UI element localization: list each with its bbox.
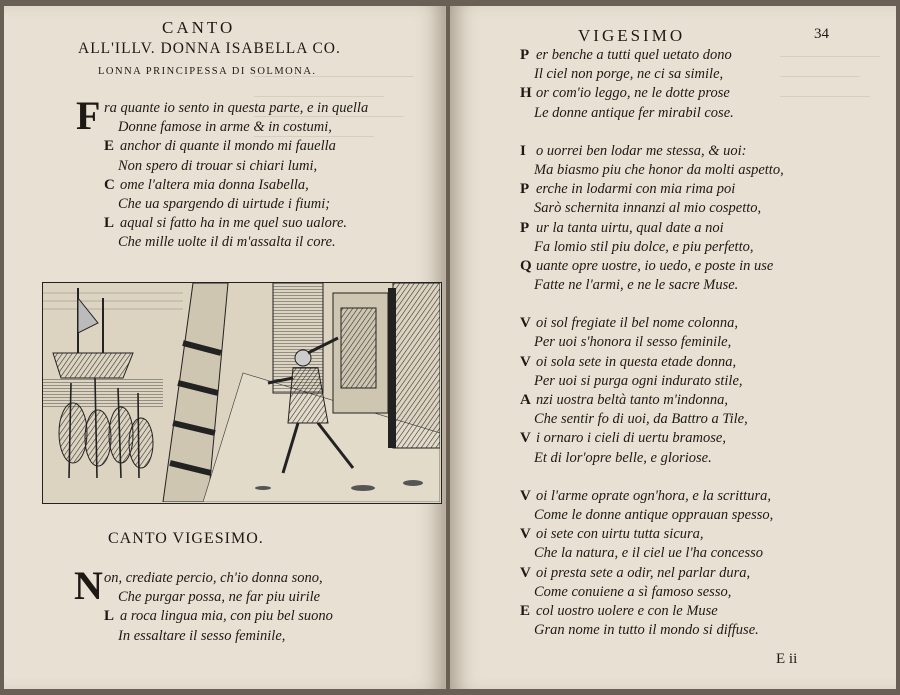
verse-line (520, 564, 784, 583)
stanza (520, 487, 784, 641)
right-page (450, 6, 896, 689)
verse-text: Gran nome in tutto il mondo si diffuse. (534, 622, 759, 639)
verse-text: i ornaro i cieli di uertu bramose, (536, 430, 726, 447)
verse-line (520, 353, 784, 372)
verse-line (520, 525, 784, 544)
folio-number: 34 (814, 26, 829, 42)
verse-text: Per uoi s'honora il sesso feminile, (534, 334, 732, 351)
initial-letter: P (520, 219, 530, 236)
initial-letter: A (520, 392, 531, 408)
initial-letter: P (520, 181, 530, 198)
initial-letter: L (104, 608, 115, 625)
verse-line (104, 569, 333, 588)
verse-text: Come le donne antique opprauan spesso, (534, 506, 774, 523)
verse-text: Il ciel non porge, ne ci sa simile, (534, 66, 724, 83)
verse-line (104, 176, 368, 195)
verse-text: Fatte ne l'armi, e ne le sacre Muse. (534, 277, 739, 294)
verse-line (104, 233, 368, 252)
left-page (4, 6, 446, 689)
initial-letter: P (520, 47, 530, 63)
verse-line (520, 487, 784, 506)
initial-letter: V (520, 564, 531, 581)
verse-line (104, 588, 333, 607)
stanza (520, 142, 784, 296)
canto-stanza (104, 569, 333, 646)
verse-text: nzi uostra beltà tanto m'indonna, (536, 392, 729, 408)
verse-line (520, 84, 784, 103)
verse-line (520, 333, 784, 352)
verse-text: In essaltare il sesso feminile, (118, 627, 286, 644)
verse-line (520, 314, 784, 333)
drop-cap-n: N (74, 563, 103, 608)
initial-letter: E (104, 138, 115, 155)
verse-text: oi sola sete in questa etade donna, (536, 353, 737, 370)
initial-letter: V (520, 526, 531, 543)
initial-letter: Q (520, 257, 532, 274)
verse-line (520, 410, 784, 429)
verse-line (104, 607, 333, 626)
verse-text: col uostro uolere e con le Muse (536, 602, 718, 619)
verse-text: Per uoi si purga ogni indurato stile, (534, 372, 743, 389)
verse-text: Che sentir fo di uoi, da Battro a Tile, (534, 411, 748, 428)
initial-letter: V (520, 487, 531, 504)
signature-mark: E ii (776, 651, 798, 667)
verse-text: Come conuiene a sì famoso sesso, (534, 583, 732, 600)
initial-letter: E (520, 602, 531, 619)
verse-text: Che la natura, e il ciel ue l'ha concesso (534, 545, 764, 562)
initial-letter: V (520, 315, 531, 332)
verse-line (520, 429, 784, 448)
verse-line (520, 621, 784, 640)
verse-text: Et di lor'opre belle, e gloriose. (534, 449, 712, 466)
verse-line (520, 161, 784, 180)
verse-line (520, 238, 784, 257)
verse-text: oi sol fregiate il bel nome colonna, (536, 315, 739, 332)
verse-line (104, 214, 368, 233)
verse-line (520, 104, 784, 123)
initial-letter: I (520, 142, 526, 159)
verse-line (104, 195, 368, 214)
verse-text: aqual si fatto ha in me quel suo ualore. (120, 215, 348, 232)
canto-title: CANTO VIGESIMO. (108, 530, 264, 547)
verse-line (104, 157, 368, 176)
drop-cap-f: F (76, 93, 101, 138)
verse-text: Che purgar possa, ne far piu uirile (118, 589, 321, 606)
dedication-line-1: ALL'ILLV. DONNA ISABELLA CO. (78, 40, 341, 57)
verse-text: Sarò schernita innanzi al mio cospetto, (534, 200, 762, 217)
running-head-right: VIGESIMO (578, 26, 686, 45)
verse-text: a roca lingua mia, con piu bel suono (120, 608, 333, 625)
verse-text: ur la tanta uirtu, qual date a noi (536, 219, 724, 236)
stanza (520, 46, 784, 123)
initial-letter: V (520, 353, 531, 370)
verse-text: anchor di quante il mondo mi fauella (120, 138, 336, 155)
verse-line (520, 276, 784, 295)
verse-text: or com'io leggo, ne le dotte prose (536, 85, 730, 102)
verse-line (520, 449, 784, 468)
show-through-texture (780, 46, 880, 97)
dedication-line-2: LONNA PRINCIPESSA DI SOLMONA. (98, 66, 317, 77)
verse-text: o uorrei ben lodar me stessa, & uoi: (536, 142, 747, 159)
initial-letter: V (520, 430, 531, 447)
verse-line (520, 583, 784, 602)
verse-line (520, 180, 784, 199)
verse-line (520, 65, 784, 84)
verse-text: on, crediate percio, ch'io donna sono, (104, 570, 323, 586)
verse-line (520, 506, 784, 525)
stanza (520, 314, 784, 468)
initial-letter: C (104, 176, 115, 193)
verse-line (520, 219, 784, 238)
verse-text: uante opre uostre, io uedo, e poste in use (536, 257, 774, 274)
verse-line (520, 544, 784, 563)
verse-text: Donne famose in arme & in costumi, (118, 119, 332, 136)
verse-text: Le donne antique fer mirabil cose. (534, 104, 734, 121)
verse-line (520, 372, 784, 391)
woodcut-illustration (42, 282, 442, 504)
verse-text: Non spero di trouar si chiari lumi, (118, 157, 318, 174)
verse-text: ome l'altera mia donna Isabella, (120, 176, 309, 193)
verse-line (520, 602, 784, 621)
verse-text: ra quante io sento in questa parte, e in quella (104, 100, 369, 116)
right-stanzas (520, 46, 784, 659)
verse-text: Ma biasmo piu che honor da molti aspetto, (534, 161, 784, 178)
verse-line (520, 142, 784, 161)
verse-text: Che ua spargendo di uirtude i fiumi; (118, 195, 331, 212)
verse-line (520, 257, 784, 276)
verse-line (104, 137, 368, 156)
first-stanza (104, 99, 368, 253)
verse-text: Che mille uolte il di m'assalta il core. (118, 234, 336, 251)
verse-line (520, 46, 784, 65)
verse-line (520, 199, 784, 218)
initial-letter: L (104, 215, 115, 232)
verse-line (104, 118, 368, 137)
verse-line (104, 627, 333, 646)
verse-text: er benche a tutti quel uetato dono (536, 47, 732, 63)
verse-text: Fa lomio stil piu dolce, e piu perfetto, (534, 238, 754, 255)
verse-line (520, 391, 784, 410)
initial-letter: H (520, 85, 532, 102)
verse-line (104, 99, 368, 118)
running-head-left: CANTO (162, 18, 236, 37)
verse-text: oi sete con uirtu tutta sicura, (536, 526, 704, 543)
verse-text: oi presta sete a odir, nel parlar dura, (536, 564, 751, 581)
verse-text: oi l'arme oprate ogn'hora, e la scrittura, (536, 487, 771, 504)
verse-text: erche in lodarmi con mia rima poi (536, 181, 736, 198)
